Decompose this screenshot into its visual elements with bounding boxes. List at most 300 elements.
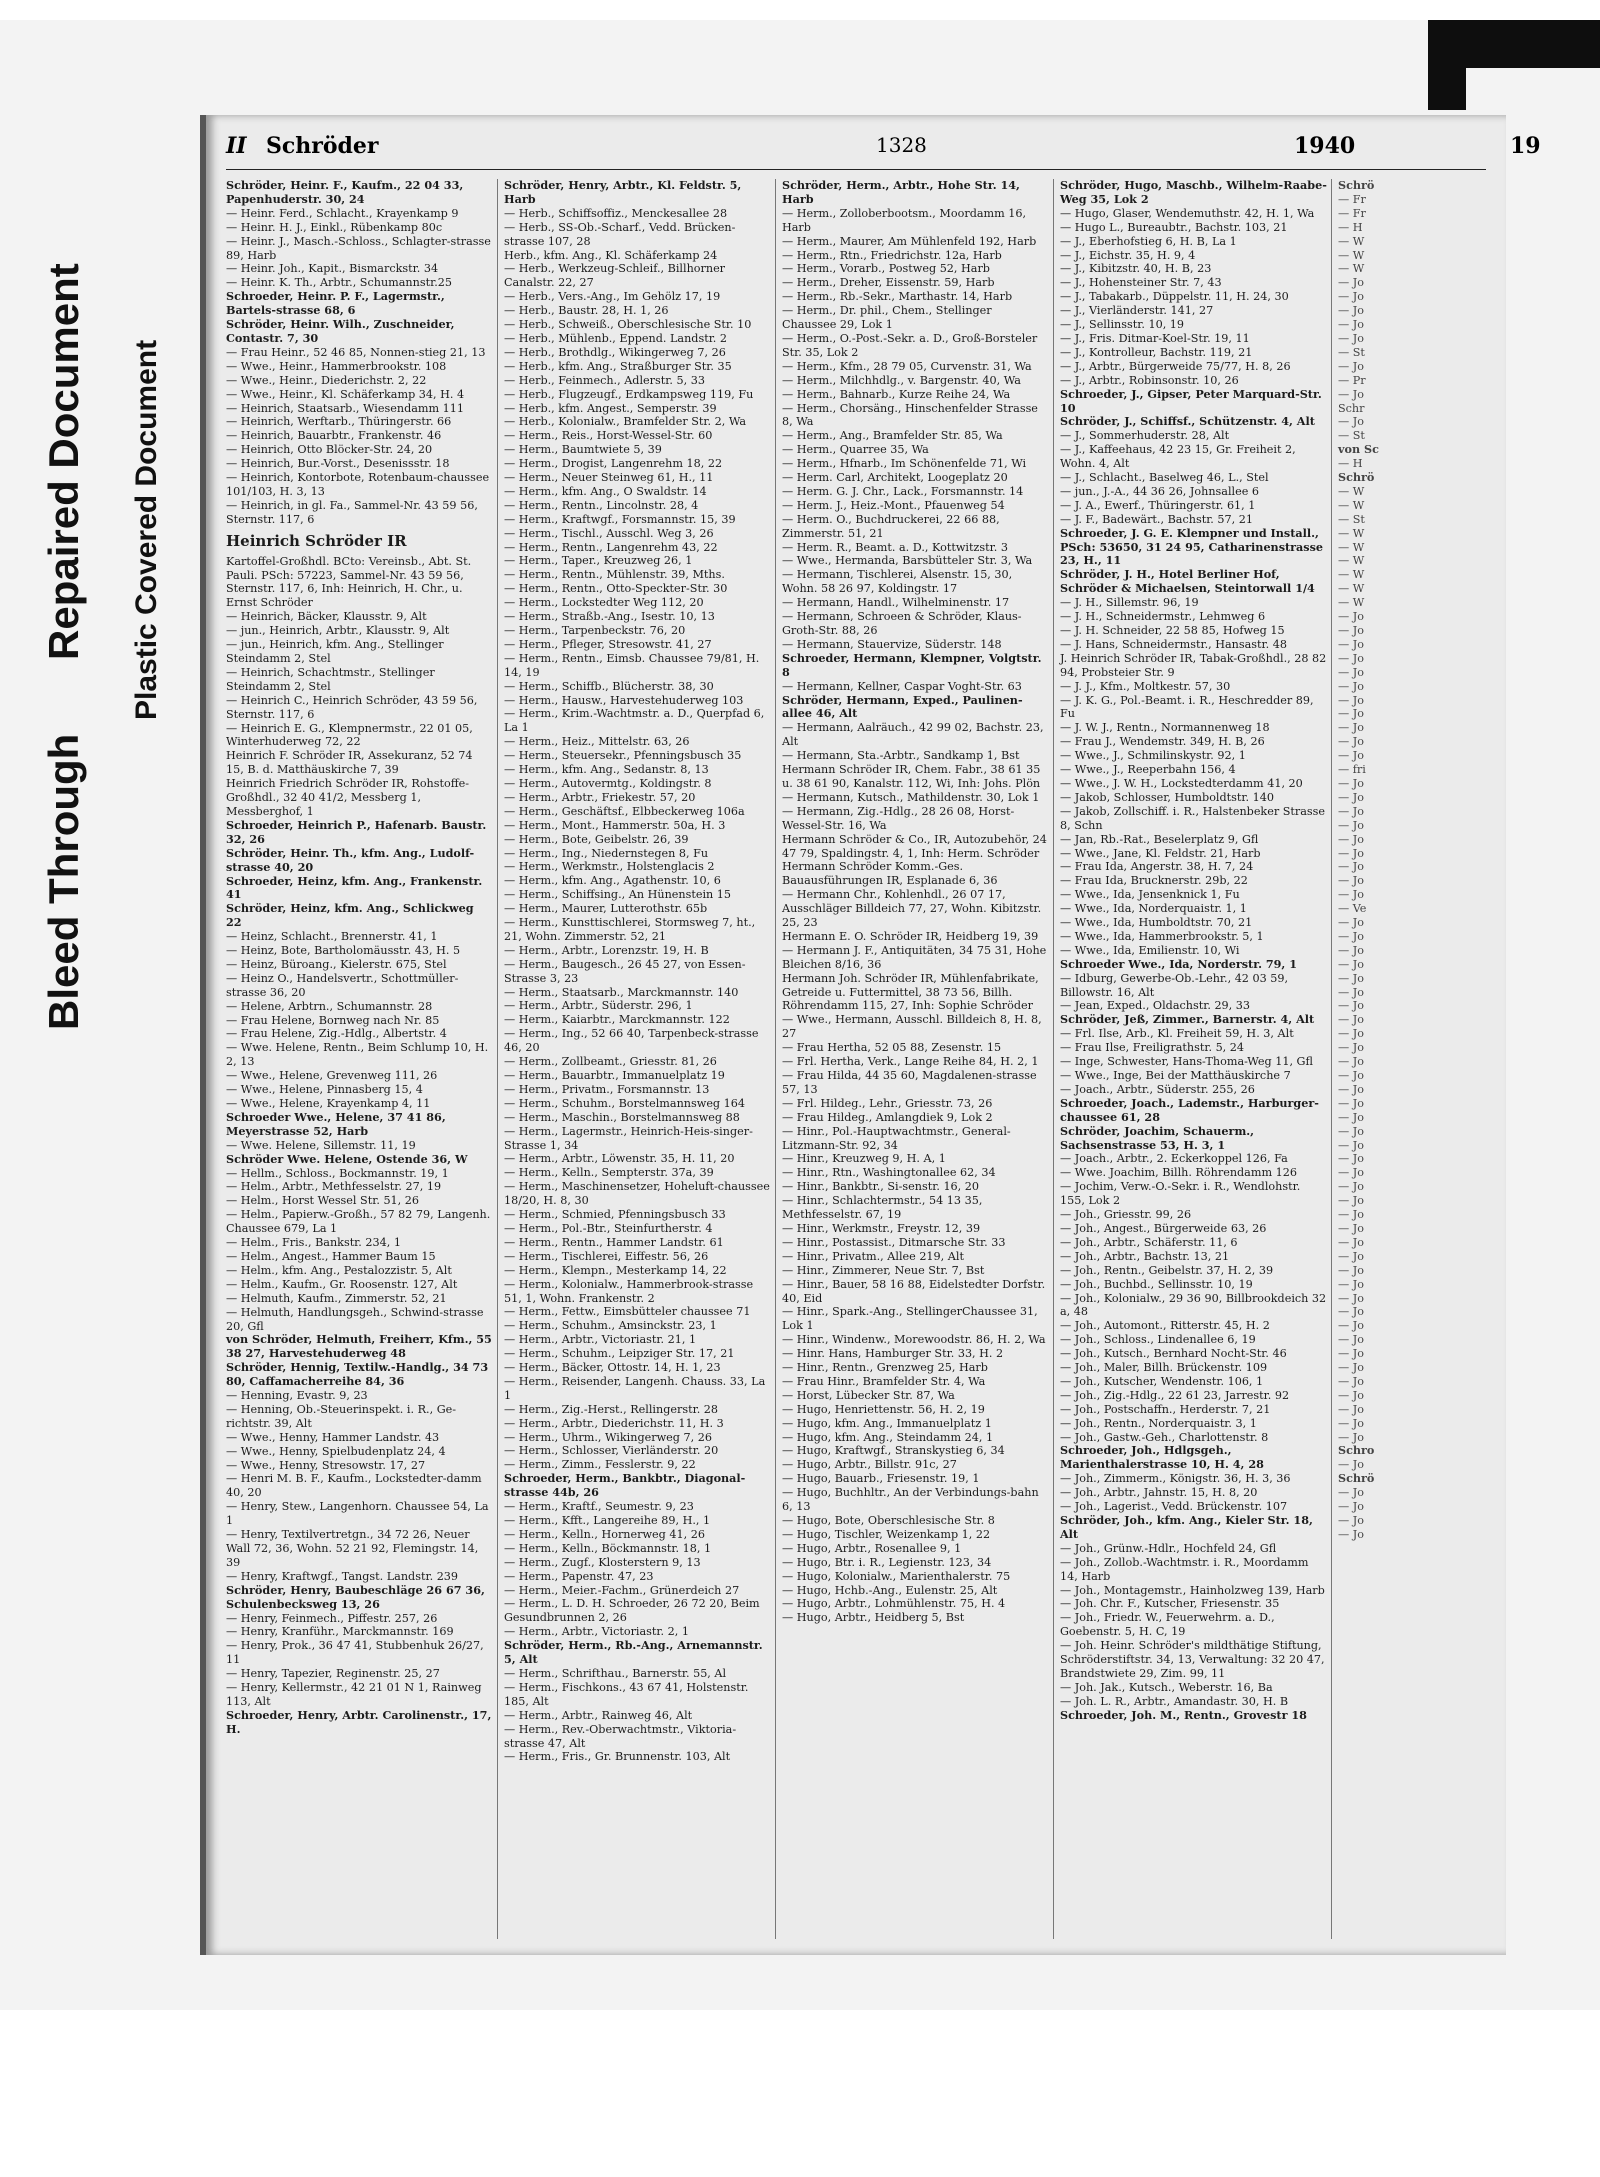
directory-entry: — Herm., Tischlerei, Eiffestr. 56, 26 [504,1249,709,1263]
directory-entry: J. Heinrich Schröder IR, Tabak-Großhdl., 28 82 94, Probsteier Str. 9 [1060,651,1327,679]
directory-entry: — Herb., Kolonialw., Bramfelder Str. 2, Wa [504,415,747,429]
directory-entry: — Heinrich E. G., Klempnermstr., 22 01 05, Winterhuderweg 72, 22 [226,721,473,749]
directory-entry: — Jo [1338,832,1364,846]
directory-entry: Schröder Wwe. Helene, Ostende 36, W [226,1151,468,1166]
directory-entry: Schroeder, Henry, Arbtr. Carolinenstr., 17, H. [226,1707,492,1736]
directory-entry: — Hermann J. F., Antiquitäten, 34 75 31, Hohe Bleichen 8/16, 36 [782,943,1047,971]
directory-entry: — W [1338,234,1365,248]
directory-entry: Schröder, Joachim, Schauerm., Sachsenstrasse 53, H. 3, 1 [1060,1123,1255,1152]
directory-entry: — Jean, Exped., Oldachstr. 29, 33 [1060,999,1251,1013]
directory-entry: — Jo [1338,1486,1364,1500]
directory-entry: — W [1338,262,1365,276]
directory-entry: — J. H., Sillemstr. 96, 19 [1060,596,1199,610]
directory-entry: — Herm., Fris., Gr. Brunnenstr. 103, Alt [504,1750,731,1764]
directory-entry: — Henning, Evastr. 9, 23 [226,1389,368,1403]
directory-entry: — Frau Ida, Angerstr. 38, H. 7, 24 [1060,860,1254,874]
directory-entry: Schroeder Wwe., Ida, Norderstr. 79, 1 [1060,956,1298,971]
directory-entry: — Herm., Zugf., Klosterstern 9, 13 [504,1555,701,1569]
directory-entry: — J. H., Schneidermstr., Lehmweg 6 [1060,610,1266,624]
directory-entry: — Herm., Fettw., Eimsbütteler chaussee 71 [504,1305,751,1319]
directory-entry: Hermann E. O. Schröder IR, Heidberg 19, 39 [782,929,1039,943]
directory-entry: Schroeder, Joach., Lademstr., Harburger-chaussee 61, 28 [1060,1095,1319,1124]
directory-entry: — Jo [1338,1347,1364,1361]
directory-entry: — Herb., Feinmech., Adlerstr. 5, 33 [504,373,705,387]
directory-entry: — Jo [1338,1249,1364,1263]
directory-entry: — Hermann, Stauervize, Süderstr. 148 [782,637,1002,651]
directory-entry: — Herm. Carl, Architekt, Loogeplatz 20 [782,471,1008,485]
directory-entry: — Fr [1338,206,1366,220]
directory-entry: Heinrich Schröder IR [226,531,407,550]
directory-entry: — Hermann, Zig.-Hdlg., 28 26 08, Horst-Wessel-Str. 16, Wa [782,804,1015,832]
directory-entry: Schröder, J., Schiffsf., Schützenstr. 4, Alt [1060,414,1315,429]
directory-entry: Schroeder, Heinrich P., Hafenarb. Baustr. 32, 26 [226,817,487,846]
directory-entry: — Helene, Arbtrn., Schumannstr. 28 [226,999,433,1013]
directory-entry: — Jochim, Verw.-O.-Sekr. i. R., Wendlohstr. 155, Lok 2 [1060,1180,1301,1208]
directory-entry: — Herm., Kaiarbtr., Marckmannstr. 122 [504,1013,730,1027]
directory-entry: — Wwe., Helene, Krayenkamp 4, 11 [226,1097,431,1110]
directory-entry: — J., Arbtr., Robinsonstr. 10, 26 [1060,373,1239,387]
directory-entry: — Wwe. Helene, Sillemstr. 11, 19 [226,1138,416,1152]
directory-entry: — Joh., Zig.-Hdlg., 22 61 23, Jarrestr. 92 [1060,1388,1290,1402]
directory-entry: — Joh., Arbtr., Jahnstr. 15, H. 8, 20 [1060,1486,1258,1500]
directory-entry: — Joh., Postschaffn., Herderstr. 7, 21 [1060,1402,1271,1416]
directory-entry: Schröder, Hennig, Textilw.-Handlg., 34 73 80, Caffamacherreihe 84, 36 [226,1360,489,1389]
directory-entry: — Hugo, kfm. Ang., Immanuelplatz 1 [782,1416,992,1430]
directory-entry: — Herm. J., Heiz.-Mont., Pfauenweg 54 [782,498,1005,512]
directory-entry: — Jakob, Zollschiff. i. R., Halstenbeker Strasse 8, Schn [1060,804,1326,832]
directory-entry: — Wwe., J., Reeperbahn 156, 4 [1060,763,1236,777]
directory-entry: Hermann Schröder & Co., IR, Autozubehör, 24 47 79, Spaldingstr. 4, 1, Inh: Herm. Schröder [782,832,1047,860]
directory-entry: — Jo [1338,929,1364,943]
directory-entry: Herb., kfm. Ang., Kl. Schäferkamp 24 [504,248,718,262]
column-2 [504,179,776,1939]
directory-entry: — Heinrich, Werftarb., Thüringerstr. 66 [226,415,452,429]
directory-entry: — Jo [1338,1277,1364,1291]
directory-entry: — J., Kontrolleur, Bachstr. 119, 21 [1060,345,1253,359]
directory-entry: — Hinr., Pol.-Hauptwachtmstr., General-Litzmann-Str. 92, 34 [782,1124,1011,1152]
directory-entry: — Jo [1338,1430,1364,1444]
directory-entry: — Herm., Arbtr., Lorenzstr. 19, H. B [504,943,709,957]
directory-entry: — Herm., Rentn., Otto-Speckter-Str. 30 [504,582,728,596]
directory-entry: — Joh., Grünw.-Hdlr., Hochfeld 24, Gfl [1060,1541,1277,1555]
directory-entry: — Wwe., Ida, Humboldtstr. 70, 21 [1060,916,1253,930]
directory-entry: — Joh. Jak., Kutsch., Weberstr. 16, Ba [1060,1680,1273,1694]
page-number: 1328 [876,133,927,157]
directory-entry: — Herm., Neuer Steinweg 61, H., 11 [504,471,714,485]
directory-entry: — W [1338,568,1365,582]
directory-entry: — Hugo L., Bureaubtr., Bachstr. 103, 21 [1060,220,1288,234]
directory-entry: — W [1338,498,1365,512]
bleed-through-label: Bleed Through [40,733,87,1030]
directory-entry: — Helm., kfm. Ang., Pestalozzistr. 5, Alt [226,1263,452,1277]
directory-entry: — Herm. G. J. Chr., Lack., Forsmannstr. 14 [782,484,1024,498]
year-label: 1940 [1294,133,1356,159]
directory-entry: — Jo [1338,1069,1364,1082]
directory-entry: Kartoffel-Großhdl. BCto: Vereinsb., Abt. St. Pauli. PSch: 57223, Sammel-Nr. 43 59 56, Sternstr. 117, 6, Inh: Heinrich, H. Chr., u. Ernst Schröder [226,554,472,610]
directory-entry: — Hinr. Hans, Hamburger Str. 33, H. 2 [782,1347,1004,1361]
directory-entry: — Jo [1338,665,1364,679]
directory-entry: — Jo [1338,637,1364,651]
directory-entry: — Henry, Stew., Langenhorn. Chaussee 54, La 1 [226,1500,489,1528]
directory-entry: — Heinrich, Staatsarb., Wiesendamm 111 [226,401,465,415]
directory-entry: — Herm., Arbtr., Löwenstr. 35, H. 11, 20 [504,1152,735,1166]
directory-entry: — Wwe. Helene, Rentn., Beim Schlump 10, H. 2, 13 [226,1041,489,1069]
directory-entry: — Jo [1338,651,1364,665]
directory-entry: — Jo [1338,1388,1364,1402]
directory-entry: — Herm., Vorarb., Postweg 52, Harb [782,262,990,276]
directory-entry: — Wwe., Inge, Bei der Matthäuskirche 7 [1060,1069,1291,1082]
directory-entry: — Herb., Brothdlg., Wikingerweg 7, 26 [504,345,726,359]
directory-entry: — Jo [1338,749,1364,763]
directory-entry: — Herm., Kolonialw., Hammerbrook-strasse 51, 1, Wohn. Frankenstr. 2 [504,1277,754,1305]
directory-entry: — Jo [1338,888,1364,902]
directory-entry: — Jo [1338,971,1364,985]
directory-entry: — Wwe., Heinr., Kl. Schäferkamp 34, H. 4 [226,387,465,401]
directory-entry: — J. H. Schneider, 22 58 85, Hofweg 15 [1060,624,1285,637]
directory-entry: — Joh., Rentn., Norderquaistr. 3, 1 [1060,1416,1257,1430]
directory-entry: Hermann Schröder IR, Chem. Fabr., 38 61 35 u. 38 61 90, Kanalstr. 112, Wi, Inh: Johs. Plön [782,763,1041,790]
directory-entry: — Jo [1338,1208,1364,1222]
directory-entry: — Heinrich, Schachtmstr., Stellinger Steindamm 2, Stel [226,665,435,693]
directory-entry: — Jo [1338,1514,1364,1527]
directory-entry: — Hugo, Hchb.-Ang., Eulenstr. 25, Alt [782,1583,998,1597]
directory-entry: — Helm., Horst Wessel Str. 51, 26 [226,1194,420,1208]
directory-entry: — Herm., Werkmstr., Holstenglacis 2 [504,860,715,874]
directory-entry: — Joh., Griesstr. 99, 26 [1060,1208,1192,1222]
directory-entry: — J., Eberhofstieg 6, H. B, La 1 [1060,234,1237,248]
directory-entry: — Frau Helene, Bornweg nach Nr. 85 [226,1013,440,1027]
directory-entry: — Herm., Privatm., Forsmannstr. 13 [504,1082,710,1096]
directory-entry: — Joh., Maler, Billh. Brückenstr. 109 [1060,1361,1268,1375]
directory-entry: — Heinz O., Handelsvertr., Schottmüller-strasse 36, 20 [226,971,459,999]
directory-entry: — Hermann, Tischlerei, Alsenstr. 15, 30, Wohn. 58 26 97, Koldingstr. 17 [782,568,1013,596]
directory-entry: — Herm., Maschinensetzer, Hoheluft-chaussee 18/20, H. 8, 30 [504,1180,770,1208]
directory-entry: — Heinr. K. Th., Arbtr., Schumannstr.25 [226,276,452,290]
directory-entry: — Herm., Fischkons., 43 67 41, Holstenstr. 185, Alt [504,1680,749,1708]
directory-entry: — Herm., Reisender, Langenh. Chauss. 33, La 1 [504,1374,766,1402]
directory-entry: — J. K. G., Pol.-Beamt. i. R., Heschredder 89, Fu [1060,693,1314,721]
directory-entry: — W [1338,554,1365,568]
directory-entry: Schröder, Jeß, Zimmer., Barnerstr. 4, Alt [1060,1012,1315,1027]
directory-entry: — Herm., Heiz., Mittelstr. 63, 26 [504,735,690,749]
directory-entry: — Hinr., Bankbtr., Si-senstr. 16, 20 [782,1180,980,1194]
column-1 [226,179,498,1939]
directory-entry: — Frau Heinr., 52 46 85, Nonnen-stieg 21, 13 [226,345,486,359]
directory-entry: — Joh., Kutscher, Wendenstr. 106, 1 [1060,1374,1264,1388]
directory-entry: — Jo [1338,1500,1364,1514]
directory-entry: — Jo [1338,1221,1364,1235]
directory-entry: — J., Sellinsstr. 10, 19 [1060,318,1185,332]
directory-entry: — Heinr. Ferd., Schlacht., Krayenkamp 9 [226,206,459,220]
running-head-name: Schröder [266,133,379,159]
directory-entry: — Frau J., Wendemstr. 349, H. B, 26 [1060,735,1265,749]
directory-entry: — Jo [1338,1194,1364,1208]
directory-entry: — Herm., Lockstedter Weg 112, 20 [504,596,704,610]
directory-entry: — Wwe., Ida, Emilienstr. 10, Wi [1060,943,1240,957]
directory-entry: — Jo [1338,874,1364,888]
directory-entry: — Joh. Heinr. Schröder's mildthätige Stiftung, Schröderstiftstr. 34, 13, Verwaltung: 32 20 47, Brandstwiete 29, Zim. 99, 11 [1060,1639,1325,1680]
directory-entry: — Jo [1338,610,1364,624]
directory-entry: — Inge, Schwester, Hans-Thoma-Weg 11, Gfl [1060,1055,1313,1069]
directory-entry: — Heinz, Büroang., Kielerstr. 675, Stel [226,957,447,971]
directory-entry: — Joh., Kutsch., Bernhard Nocht-Str. 46 [1060,1347,1287,1361]
directory-entry: — Jo [1338,1096,1364,1110]
directory-entry: — Jo [1338,1374,1364,1388]
directory-entry: — Herm., Arbtr., Friekestr. 57, 20 [504,790,696,804]
directory-entry: — Hermann, Kutsch., Mathildenstr. 30, Lok 1 [782,790,1040,804]
directory-entry: — Herm., Klempn., Mesterkamp 14, 22 [504,1263,727,1277]
page-header [226,133,1541,170]
directory-entry: — Hermann, Handl., Wilhelminenstr. 17 [782,596,1010,610]
directory-columns [226,179,1506,1939]
directory-entry: — Herm., Hfnarb., Im Schönenfelde 71, Wi [782,457,1027,471]
directory-entry: — Herm., Bahnarb., Kurze Reihe 24, Wa [782,387,1011,401]
directory-entry: — Herm., L. D. H. Schroeder, 26 72 20, Beim Gesundbrunnen 2, 26 [504,1597,760,1625]
directory-entry: — W [1338,248,1365,262]
directory-entry: — Frau Ida, Brucknerstr. 29b, 22 [1060,874,1248,888]
directory-entry: — Herm., Reis., Horst-Wessel-Str. 60 [504,429,713,443]
directory-entry: — Jo [1338,1361,1364,1375]
directory-entry: Schröder, Hermann, Exped., Paulinen-allee 46, Alt [782,692,1023,721]
directory-entry: — Henry, Kraftwgf., Tangst. Landstr. 239 [226,1569,459,1583]
directory-entry: — Herm., Rentn., Lincolnstr. 28, 4 [504,498,699,512]
directory-entry: — Herm., Ang., Bramfelder Str. 85, Wa [782,429,1003,443]
directory-entry: — Herm., Rentn., Langenrehm 43, 22 [504,540,718,554]
directory-entry: — St [1338,345,1365,359]
directory-entry: — Herb., Schiffsoffiz., Menckesallee 28 [504,206,728,220]
directory-entry: — Ve [1338,902,1367,916]
directory-entry: Hermann Joh. Schröder IR, Mühlenfabrikate, Getreide u. Futtermittel, 38 73 56, Billh. Röhrendamm 115, 27, Inh: Sophie Schröder [782,971,1039,1013]
directory-entry: — Jo [1338,1527,1364,1541]
directory-entry: — Herb., Mühlenb., Eppend. Landstr. 2 [504,331,728,345]
directory-entry: — Jo [1338,359,1364,373]
directory-entry: — Jo [1338,1235,1364,1249]
directory-entry: — Jo [1338,1319,1364,1333]
directory-entry: — Joh., Friedr. W., Feuerwehrm. a. D., Goebenstr. 5, H. C, 19 [1060,1611,1275,1639]
directory-entry: — Frl. Ilse, Arb., Kl. Freiheit 59, H. 3, Alt [1060,1027,1294,1041]
directory-entry: — Heinrich, Bauarbtr., Frankenstr. 46 [226,429,442,443]
directory-entry: Schröder, Herm., Rb.-Ang., Arnemannstr. 5, Alt [504,1638,763,1667]
directory-entry: — Jo [1338,1152,1364,1166]
directory-entry: — Herb., SS-Ob.-Scharf., Vedd. Brücken-strasse 107, 28 [504,220,736,248]
directory-entry: — Frau Hinr., Bramfelder Str. 4, Wa [782,1374,986,1388]
directory-entry: — Herm., Kraftf., Seumestr. 9, 23 [504,1500,694,1514]
directory-entry: — Herm., Kfm., 28 79 05, Curvenstr. 31, Wa [782,359,1032,373]
directory-entry: — Herm., Schiffb., Blücherstr. 38, 30 [504,679,714,693]
directory-entry: Schröder, J. H., Hotel Berliner Hof, Schröder & Michaelsen, Steintorwall 1/4 [1060,567,1315,596]
directory-entry: — Herm., Straßb.-Ang., Isestr. 10, 13 [504,610,715,624]
directory-entry: — Joh., Zollob.-Wachtmstr. i. R., Moordamm 14, Harb [1060,1555,1309,1583]
directory-entry: — J. W. J., Rentn., Normannenweg 18 [1060,721,1270,735]
directory-entry: — Herm., Dr. phil., Chem., Stellinger Chaussee 29, Lok 1 [782,304,992,332]
directory-entry: — Joh., Arbtr., Bachstr. 13, 21 [1060,1249,1230,1263]
directory-entry: — Herb., Flugzeugf., Erdkampsweg 119, Fu [504,387,754,401]
directory-entry: — Heinz, Bote, Bartholomäusstr. 43, H. 5 [226,944,461,958]
directory-entry: — Wwe., Jane, Kl. Feldstr. 21, Harb [1060,846,1261,860]
directory-entry: — Jo [1338,1124,1364,1138]
directory-entry: — Herm., Schmied, Pfenningsbusch 33 [504,1208,726,1222]
directory-entry: — Joh., Arbtr., Schäferstr. 11, 6 [1060,1235,1238,1249]
directory-entry: — Jo [1338,1402,1364,1416]
directory-entry: — J., Arbtr., Bürgerweide 75/77, H. 8, 26 [1060,359,1291,373]
directory-entry: — Herm., Steuersekr., Pfenningsbusch 35 [504,749,742,763]
column-3 [782,179,1054,1939]
directory-entry: — Herm., Rentn., Mühlenstr. 39, Mths. [504,568,725,582]
directory-entry: — Herm., Drogist, Langenrehm 18, 22 [504,457,723,471]
directory-entry: — Herm. R., Beamt. a. D., Kottwitzstr. 3 [782,540,1008,554]
directory-entry: — Hinr., Windenw., Morewoodstr. 86, H. 2, Wa [782,1333,1046,1347]
directory-entry: — Hugo, Kolonialw., Marienthalerstr. 75 [782,1569,1011,1583]
directory-entry: — Herb., Vers.-Ang., Im Gehölz 17, 19 [504,290,721,304]
directory-entry: — Herm., Arbtr., Diederichstr. 11, H. 3 [504,1416,724,1430]
directory-entry: — Jo [1338,860,1364,874]
directory-entry: — Joh., Automont., Ritterstr. 45, H. 2 [1060,1319,1270,1333]
directory-entry: — Jo [1338,1138,1364,1152]
directory-entry: — Joh. L. R., Arbtr., Amandastr. 30, H. B [1060,1694,1289,1708]
directory-entry: — Jo [1338,1110,1364,1124]
directory-entry: — Herb., Werkzeug-Schleif., Billhorner Canalstr. 22, 27 [504,262,726,290]
directory-entry: — Wwe., Ida, Jensenknick 1, Fu [1060,888,1240,902]
directory-entry: — Jo [1338,1263,1364,1277]
directory-entry: — Hinr., Rtn., Washingtonallee 62, 34 [782,1166,996,1180]
directory-entry: — Henry, Textilvertretgn., 34 72 26, Neuer Wall 72, 36, Wohn. 52 21 92, Flemingstr. 14, 39 [226,1528,479,1569]
directory-entry: — Herm., Kfft., Langereihe 89, H., 1 [504,1514,711,1527]
directory-entry: — Jo [1338,707,1364,721]
directory-entry: von Schröder, Helmuth, Freiherr, Kfm., 55 38 27, Harvestehuderweg 48 [226,1332,492,1361]
directory-entry: — St [1338,512,1365,526]
directory-entry: — Henry, Kellermstr., 42 21 01 N 1, Rainweg 113, Alt [226,1681,482,1708]
directory-entry: — Helm., Papierw.-Großh., 57 82 79, Langenh. Chaussee 679, La 1 [226,1208,491,1236]
directory-entry: — Wwe. Joachim, Billh. Röhrendamm 126 [1060,1166,1297,1180]
directory-entry: — J., Hohensteiner Str. 7, 43 [1060,276,1222,290]
directory-entry: — Hinr., Spark.-Ang., StellingerChaussee 31, Lok 1 [782,1305,1038,1333]
directory-entry: — Herm., Rtn., Friedrichstr. 12a, Harb [782,248,1002,262]
directory-entry: — Jo [1338,999,1364,1013]
directory-entry: — Hinr., Rentn., Grenzweg 25, Harb [782,1361,988,1375]
directory-entry: — Wwe., Ida, Norderquaistr. 1, 1 [1060,902,1247,916]
directory-entry: — Herm., Schuhm., Amsinckstr. 23, 1 [504,1319,717,1333]
directory-entry: — H [1338,457,1363,471]
directory-entry: — J., Vierländerstr. 141, 27 [1060,304,1214,318]
next-page-year-fragment: 19 [1510,133,1541,159]
directory-entry: — Herm., Hausw., Harvestehuderweg 103 [504,693,744,707]
directory-entry: — Hugo, Bote, Oberschlesische Str. 8 [782,1514,995,1527]
directory-entry: — Hugo, kfm. Ang., Steindamm 24, 1 [782,1430,994,1444]
directory-entry: — Wwe., J. W. H., Lockstedterdamm 41, 20 [1060,776,1303,790]
directory-entry: — Herm., Zimm., Fesslerstr. 9, 22 [504,1458,696,1472]
directory-entry: Schröder, Heinr. F., Kaufm., 22 04 33, Papenhuderstr. 30, 24 [226,178,464,206]
directory-entry: Schröder, Joh., kfm. Ang., Kieler Str. 18, Alt [1060,1513,1313,1541]
directory-entry: — Herm., Schiffsing., An Hünenstein 15 [504,888,732,902]
directory-entry: — Herm., kfm. Ang., O Swaldstr. 14 [504,484,707,498]
directory-entry: — Jo [1338,721,1364,735]
directory-entry: — Joach., Arbtr., Süderstr. 255, 26 [1060,1082,1255,1096]
directory-entry: Schröder, Heinz, kfm. Ang., Schlickweg 22 [226,901,474,930]
side-labels [30,250,190,1250]
directory-entry: — Herm., Schlosser, Vierländerstr. 20 [504,1444,719,1458]
directory-entry: — Herm., O.-Post.-Sekr. a. D., Groß-Borsteler Str. 35, Lok 2 [782,331,1038,359]
directory-entry: — Fr [1338,192,1366,206]
directory-entry: — Herm., Baugesch., 26 45 27, von Essen-Strasse 3, 23 [504,957,746,985]
directory-entry: — Herm., Ing., Niedernstegen 8, Fu [504,846,709,860]
directory-entry: — Herm., Maurer, Am Mühlenfeld 192, Harb [782,234,1037,248]
directory-entry: — Herm., Ing., 52 66 40, Tarpenbeck-strasse 46, 20 [504,1027,759,1055]
directory-entry: — Joh., Lagerist., Vedd. Brückenstr. 107 [1060,1500,1288,1514]
directory-entry: — W [1338,484,1365,498]
directory-entry: — Hugo, Arbtr., Heidberg 5, Bst [782,1611,965,1625]
directory-entry: — Joh. Chr. F., Kutscher, Friesenstr. 35 [1060,1597,1280,1611]
directory-entry: — Helm., Kaufm., Gr. Roosenstr. 127, Alt [226,1277,458,1291]
directory-entry: — J., Fris. Ditmar-Koel-Str. 19, 11 [1060,331,1250,345]
directory-entry: — Joh., Rentn., Geibelstr. 37, H. 2, 39 [1060,1263,1274,1277]
directory-entry: — Heinrich, in gl. Fa., Sammel-Nr. 43 59 56, Sternstr. 117, 6 [226,498,478,526]
directory-entry: — Herm., Papenstr. 47, 23 [504,1569,654,1583]
directory-entry: Schroeder, Heinr. P. F., Lagermstr., Bartels-strasse 68, 6 [226,289,445,318]
scan-edge-bar-top-right [1428,20,1466,110]
directory-entry: — Herm., Schuhm., Borstelmannsweg 164 [504,1096,746,1110]
directory-entry: — Herm., Baumtwiete 5, 39 [504,443,662,457]
directory-entry: — Hugo, Bauarb., Friesenstr. 19, 1 [782,1472,980,1486]
directory-entry: Schroeder, J., Gipser, Peter Marquard-Str. 10 [1060,386,1322,415]
directory-entry: — Herm., Mont., Hammerstr. 50a, H. 3 [504,818,726,832]
directory-entry: — Henry, Feinmech., Piffestr. 257, 26 [226,1611,438,1625]
directory-entry: — Hermann Chr., Kohlenhdl., 26 07 17, Ausschläger Billdeich 77, 27, Wohn. Kibitzstr. 25, 23 [782,888,1042,930]
directory-entry: — Heinrich, Otto Blöcker-Str. 24, 20 [226,443,433,457]
directory-entry: — Joh., Montagemstr., Hainholzweg 139, Harb [1060,1583,1325,1597]
directory-entry: — Jo [1338,318,1364,332]
directory-entry: — Jo [1338,1416,1364,1430]
directory-entry: — Jo [1338,790,1364,804]
directory-entry: — Heinr. J., Masch.-Schloss., Schlagter-strasse 89, Harb [226,234,491,262]
directory-entry: — jun., J.-A., 44 36 26, Johnsallee 6 [1060,484,1260,498]
directory-entry: — Hinr., Bauer, 58 16 88, Eidelstedter Dorfstr. 40, Eid [782,1277,1046,1305]
directory-entry: — Joh., Gastw.-Geh., Charlottenstr. 8 [1060,1430,1269,1444]
directory-entry: — Jo [1338,290,1364,304]
directory-entry: — Jo [1338,1166,1364,1180]
directory-entry: — Heinrich, Bur.-Vorst., Desenissstr. 18 [226,457,450,471]
directory-entry: — Hinr., Zimmerer, Neue Str. 7, Bst [782,1263,985,1277]
directory-entry: — W [1338,526,1365,540]
directory-entry: — Hinr., Werkmstr., Freystr. 12, 39 [782,1221,981,1235]
directory-entry: — Frau Ilse, Freiligrathstr. 5, 24 [1060,1041,1245,1055]
directory-entry: Schröder, Henry, Arbtr., Kl. Feldstr. 5, Harb [504,178,742,206]
directory-entry: — Helm., Fris., Bankstr. 234, 1 [226,1236,401,1250]
directory-entry: — Herm., Rentn., Eimsb. Chaussee 79/81, H. 14, 19 [504,651,760,679]
directory-entry: — Herm. O., Buchdruckerei, 22 66 88, Zimmerstr. 51, 21 [782,512,1000,540]
directory-entry: — Herb., kfm. Angest., Semperstr. 39 [504,401,717,415]
directory-entry: — Herm., Arbtr., Süderstr. 296, 1 [504,999,693,1013]
directory-entry: — Herm., Rb.-Sekr., Marthastr. 14, Harb [782,290,1013,304]
directory-entry: — J., Eichstr. 35, H. 9, 4 [1060,248,1196,262]
directory-entry: — Herm., Bote, Geibelstr. 26, 39 [504,832,689,846]
directory-entry: — Herm., kfm. Ang., Sedanstr. 8, 13 [504,763,709,777]
directory-entry: — Herm., Kunsttischlerei, Stormsweg 7, ht., 21, Wohn. Zimmerstr. 52, 21 [504,916,756,943]
directory-entry: — Herm., Tischl., Ausschl. Weg 3, 26 [504,526,714,540]
directory-entry: — Jo [1338,693,1364,707]
directory-entry: — Herm., Quarree 35, Wa [782,443,929,457]
directory-entry: — Wwe., Henny, Hammer Landstr. 43 [226,1430,440,1444]
directory-entry: — Helm., Angest., Hammer Baum 15 [226,1249,436,1263]
directory-entry: — Herm., Staatsarb., Marckmannstr. 140 [504,985,739,999]
directory-entry: — Hermann, Kellner, Caspar Voght-Str. 63 [782,679,1022,693]
scan-edge-bar-right [1466,20,1600,68]
directory-entry: Hermann Schröder Komm.-Ges. Bauausführungen IR, Esplanade 6, 36 [782,860,998,888]
directory-entry: — Wwe., Henny, Spielbudenplatz 24, 4 [226,1444,446,1458]
directory-entry: Schröder, Herm., Arbtr., Hohe Str. 14, Harb [782,178,1020,206]
directory-entry: Heinrich Friedrich Schröder IR, Rohstoffe-Großhdl., 32 40 41/2, Messberg 1, Messberghof, 1 [226,777,470,818]
directory-entry: — Helmuth, Handlungsgeh., Schwind-strasse 20, Gfl [226,1305,484,1333]
directory-entry: — Hugo, Henriettenstr. 56, H. 2, 19 [782,1402,985,1416]
